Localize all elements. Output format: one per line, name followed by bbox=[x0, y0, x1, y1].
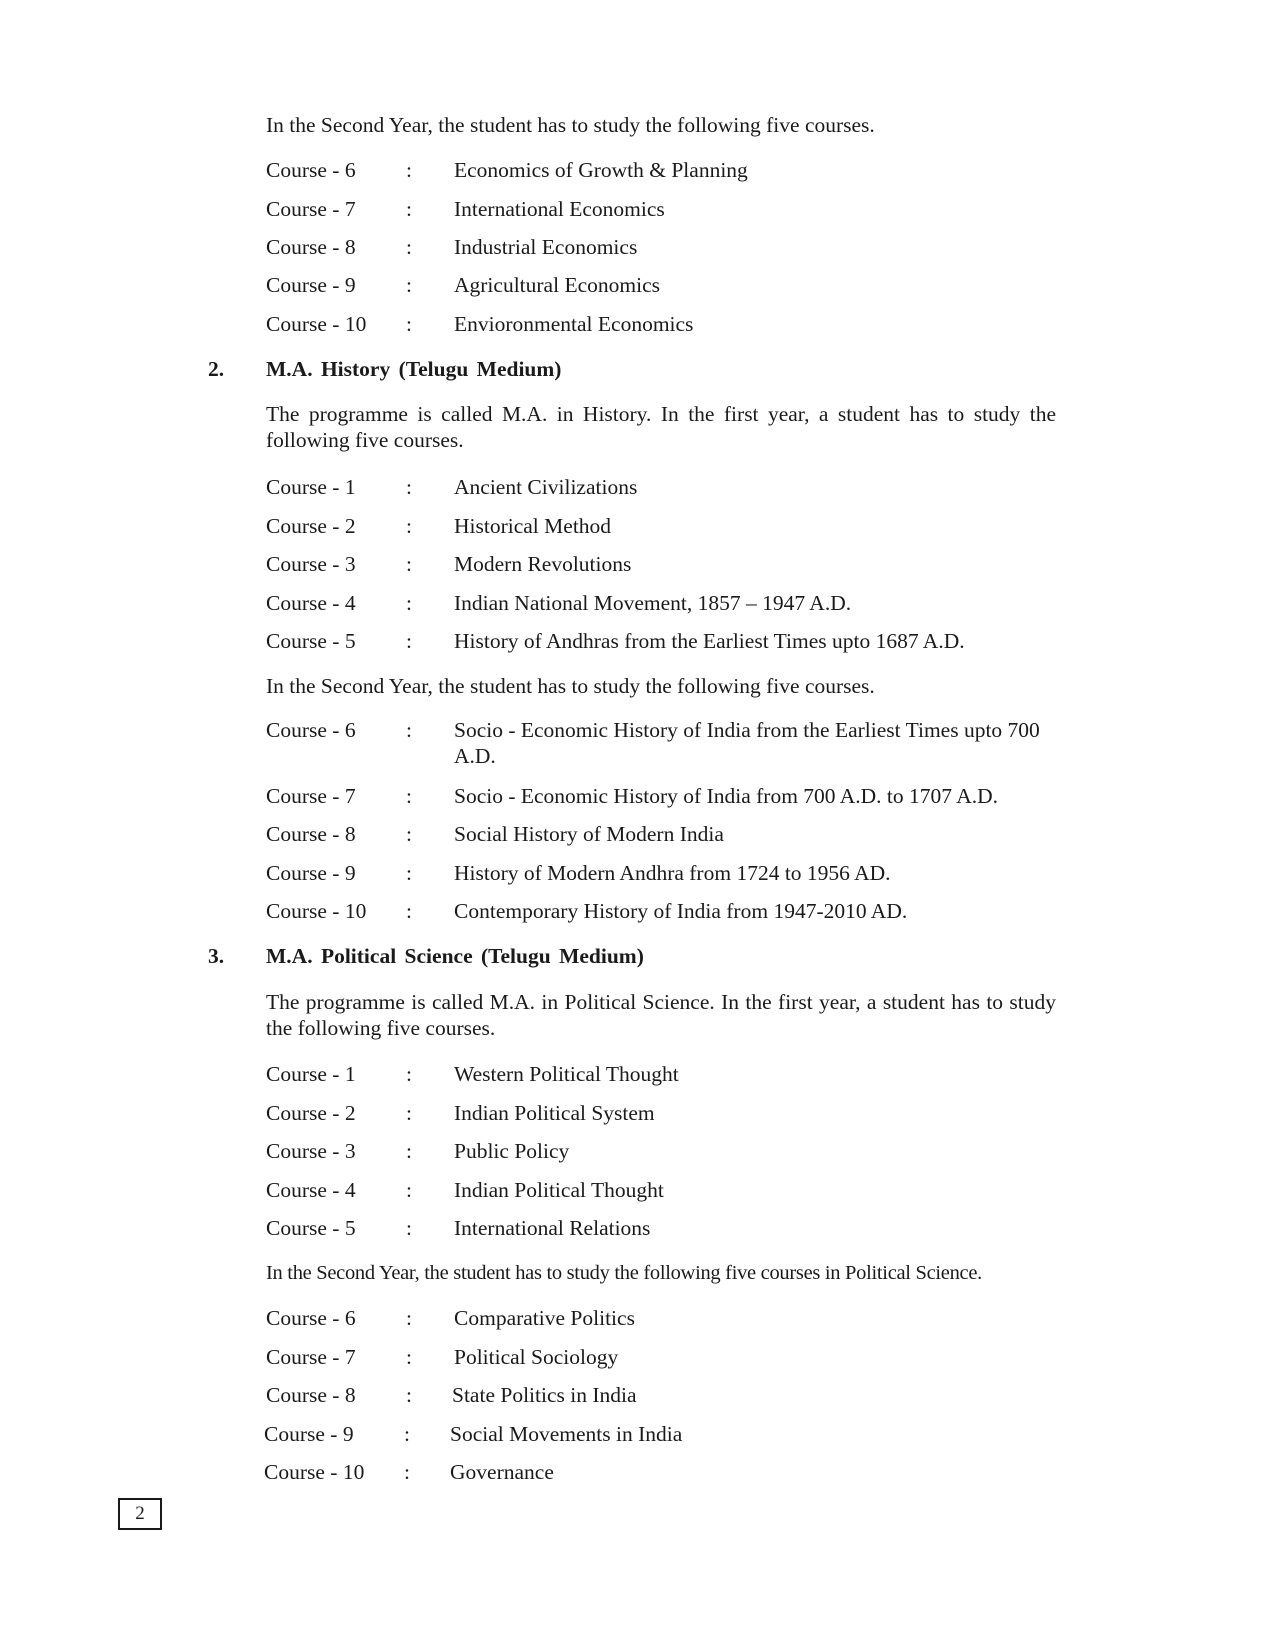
course-code: Course - 3 bbox=[266, 1139, 356, 1163]
course-separator: : bbox=[406, 1139, 412, 1163]
course-title: Contemporary History of India from 1947-2010 AD. bbox=[454, 899, 908, 923]
course-title: History of Modern Andhra from 1724 to 1956 AD. bbox=[454, 861, 891, 885]
course-title: Comparative Politics bbox=[454, 1306, 635, 1330]
course-title: Envioronmental Economics bbox=[454, 312, 694, 336]
course-title: Industrial Economics bbox=[454, 235, 638, 259]
course-title: Ancient Civilizations bbox=[454, 475, 638, 499]
economics-second-year-intro: In the Second Year, the student has to study the following five courses. bbox=[266, 113, 875, 137]
course-separator: : bbox=[406, 1345, 412, 1369]
course-separator: : bbox=[406, 718, 412, 742]
course-title: Modern Revolutions bbox=[454, 552, 632, 576]
course-title: History of Andhras from the Earliest Times upto 1687 A.D. bbox=[454, 629, 965, 653]
course-title: International Economics bbox=[454, 197, 665, 221]
course-title: Agricultural Economics bbox=[454, 273, 660, 297]
course-separator: : bbox=[406, 861, 412, 885]
course-separator: : bbox=[406, 1383, 412, 1407]
section-heading: M.A. Political Science (Telugu Medium) bbox=[266, 944, 644, 968]
course-separator: : bbox=[406, 1062, 412, 1086]
course-code: Course - 9 bbox=[266, 273, 356, 297]
course-title: Indian Political Thought bbox=[454, 1178, 664, 1202]
course-code: Course - 6 bbox=[266, 1306, 356, 1330]
course-code: Course - 3 bbox=[266, 552, 356, 576]
course-separator: : bbox=[406, 514, 412, 538]
course-title: Historical Method bbox=[454, 514, 612, 538]
course-separator: : bbox=[404, 1460, 410, 1484]
course-code: Course - 7 bbox=[266, 1345, 356, 1369]
course-code: Course - 2 bbox=[266, 514, 356, 538]
course-code: Course - 10 bbox=[266, 312, 367, 336]
course-code: Course - 1 bbox=[266, 1062, 356, 1086]
course-code: Course - 5 bbox=[266, 629, 356, 653]
course-code: Course - 8 bbox=[266, 822, 356, 846]
page-number: 2 bbox=[118, 1498, 162, 1530]
course-code: Course - 4 bbox=[266, 591, 356, 615]
course-separator: : bbox=[406, 1101, 412, 1125]
course-code: Course - 7 bbox=[266, 784, 356, 808]
course-separator: : bbox=[406, 1306, 412, 1330]
course-separator: : bbox=[404, 1422, 410, 1446]
course-title: Socio - Economic History of India from the Earliest Times upto 700 A.D. bbox=[454, 718, 1040, 768]
course-separator: : bbox=[406, 1216, 412, 1240]
course-code: Course - 4 bbox=[266, 1178, 356, 1202]
course-code: Course - 8 bbox=[266, 235, 356, 259]
course-title: Indian Political System bbox=[454, 1101, 655, 1125]
course-separator: : bbox=[406, 273, 412, 297]
course-title: Economics of Growth & Planning bbox=[454, 158, 748, 182]
course-code: Course - 6 bbox=[266, 158, 356, 182]
course-separator: : bbox=[406, 591, 412, 615]
course-title: Public Policy bbox=[454, 1139, 570, 1163]
course-code: Course - 9 bbox=[266, 861, 356, 885]
course-code: Course - 10 bbox=[264, 1460, 365, 1484]
course-title: State Politics in India bbox=[452, 1383, 637, 1407]
course-separator: : bbox=[406, 784, 412, 808]
course-separator: : bbox=[406, 312, 412, 336]
course-title: Political Sociology bbox=[454, 1345, 619, 1369]
course-code: Course - 10 bbox=[266, 899, 367, 923]
history-second-year-intro: In the Second Year, the student has to study the following five courses. bbox=[266, 674, 875, 698]
course-title: Governance bbox=[450, 1460, 554, 1484]
history-intro: The programme is called M.A. in History. In the first year, a student has to study the following five courses. bbox=[266, 402, 1056, 452]
course-code: Course - 5 bbox=[266, 1216, 356, 1240]
course-title: Indian National Movement, 1857 – 1947 A.D. bbox=[454, 591, 852, 615]
course-code: Course - 7 bbox=[266, 197, 356, 221]
section-heading: M.A. History (Telugu Medium) bbox=[266, 357, 562, 381]
course-separator: : bbox=[406, 197, 412, 221]
section-number: 3. bbox=[208, 944, 225, 968]
section-number: 2. bbox=[208, 357, 225, 381]
course-code: Course - 6 bbox=[266, 718, 356, 742]
course-separator: : bbox=[406, 822, 412, 846]
course-separator: : bbox=[406, 1178, 412, 1202]
political-science-intro: The programme is called M.A. in Political Science. In the first year, a student has to study the following five courses. bbox=[266, 990, 1056, 1040]
course-code: Course - 1 bbox=[266, 475, 356, 499]
course-code: Course - 2 bbox=[266, 1101, 356, 1125]
course-code: Course - 8 bbox=[266, 1383, 356, 1407]
course-title: Social History of Modern India bbox=[454, 822, 724, 846]
course-title: Socio - Economic History of India from 700 A.D. to 1707 A.D. bbox=[454, 784, 999, 808]
course-title: Social Movements in India bbox=[450, 1422, 683, 1446]
course-separator: : bbox=[406, 475, 412, 499]
political-science-second-year-intro: In the Second Year, the student has to study the following five courses in Political Science. bbox=[266, 1262, 982, 1284]
course-title: Western Political Thought bbox=[454, 1062, 679, 1086]
course-separator: : bbox=[406, 552, 412, 576]
course-separator: : bbox=[406, 158, 412, 182]
course-separator: : bbox=[406, 235, 412, 259]
course-code: Course - 9 bbox=[264, 1422, 354, 1446]
course-title: International Relations bbox=[454, 1216, 651, 1240]
course-separator: : bbox=[406, 899, 412, 923]
course-separator: : bbox=[406, 629, 412, 653]
